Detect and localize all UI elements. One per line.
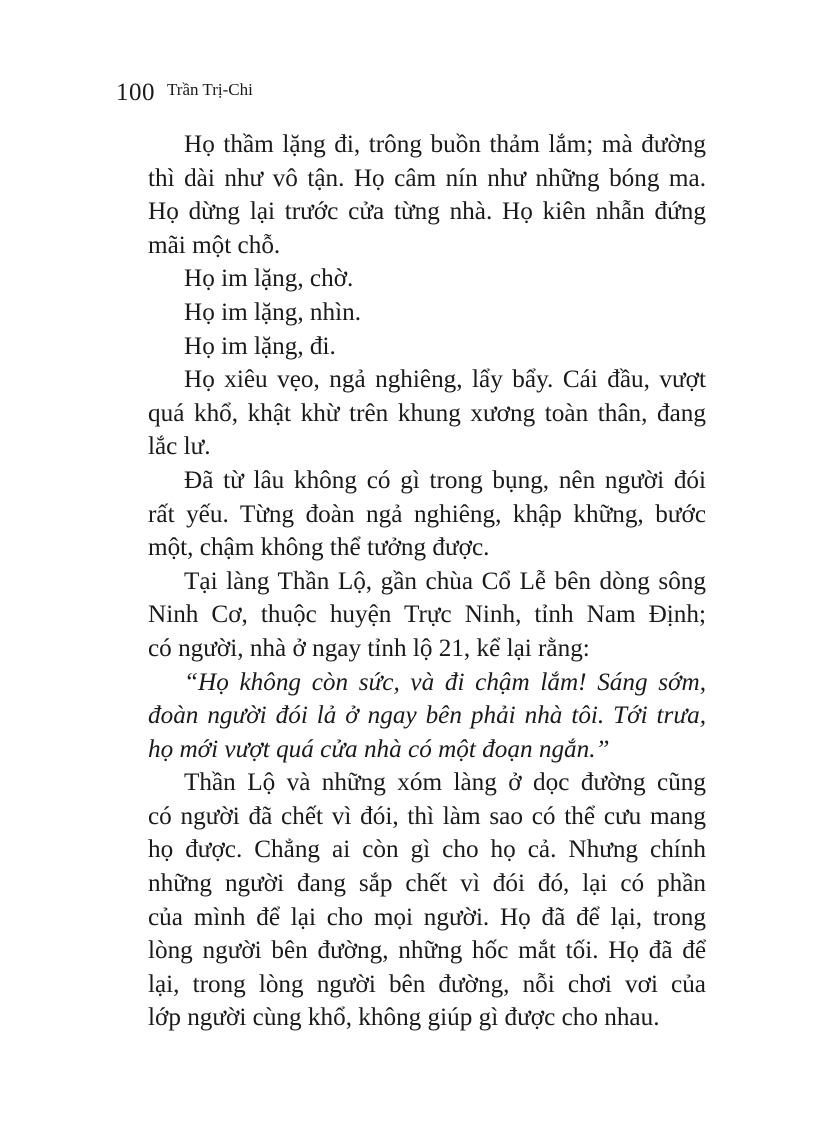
text-line: Tại làng Thần Lộ, gần chùa Cổ Lễ bên dòng sông	[184, 567, 706, 595]
text-line: một, chậm không thể tưởng được.	[148, 534, 490, 562]
text-line: lại, trong lòng người bên đường, nỗi chơi vơi của	[148, 970, 706, 998]
text-line: Họ im lặng, chờ.	[184, 265, 354, 293]
text-line: Họ thầm lặng đi, trông buồn thảm lắm; mà đường	[184, 131, 706, 158]
text-line: của mình để lại cho mọi người. Họ đã để lại, trong	[148, 903, 706, 931]
paragraph	[112, 128, 706, 262]
text-line: “Họ không còn sức, và đi chậm lắm! Sáng sớm,	[184, 668, 706, 696]
text-line: Họ im lặng, đi.	[184, 332, 336, 360]
text-line: họ được. Chẳng ai còn gì cho họ cả. Nhưng chính	[148, 836, 706, 864]
running-header	[116, 80, 253, 105]
paragraph	[112, 262, 706, 296]
text-line: Đã từ lâu không có gì trong bụng, nên người đói	[184, 466, 706, 494]
text-line: lớp người cùng khổ, không giúp gì được cho nhau.	[148, 1004, 660, 1032]
paragraph	[112, 330, 706, 364]
text-line: Họ dừng lại trước cửa từng nhà. Họ kiên nhẫn đứng	[148, 198, 706, 226]
text-line: quá khổ, khật khừ trên khung xương toàn thân, đang	[148, 399, 706, 427]
text-line: rất yếu. Từng đoàn ngả nghiêng, khập khững, bước	[148, 500, 706, 528]
text-line: có người, nhà ở ngay tỉnh lộ 21, kể lại rằng:	[148, 634, 590, 662]
text-line: lòng người bên đường, những hốc mắt tối. Họ đã để	[148, 937, 706, 965]
paragraph	[112, 565, 706, 666]
text-line: lắc lư.	[148, 433, 211, 461]
paragraph	[112, 296, 706, 330]
page-number: 100	[116, 79, 155, 106]
text-line: những người đang sắp chết vì đói đó, lại có phần	[148, 870, 706, 898]
body-text	[112, 128, 706, 1035]
paragraph	[112, 766, 706, 1035]
running-title: Trần Trị-Chi	[167, 80, 253, 99]
text-line: mãi một chỗ.	[148, 231, 281, 259]
paragraph	[112, 464, 706, 565]
text-line: đoàn người đói lả ở ngay bên phải nhà tôi. Tới trưa,	[148, 702, 706, 730]
text-line: Họ xiêu vẹo, ngả nghiêng, lẩy bẩy. Cái đầu, vượt	[184, 366, 706, 394]
text-line: Thần Lộ và những xóm làng ở dọc đường cũng	[184, 769, 706, 797]
text-line: Ninh Cơ, thuộc huyện Trực Ninh, tỉnh Nam Định;	[148, 601, 706, 629]
text-line: họ mới vượt quá cửa nhà có một đoạn ngắn.”	[148, 735, 610, 763]
quote-paragraph	[112, 666, 706, 767]
text-line: thì dài như vô tận. Họ câm nín như những bóng ma.	[148, 164, 706, 192]
text-line: Họ im lặng, nhìn.	[184, 298, 362, 326]
text-line: có người đã chết vì đói, thì làm sao có thể cưu mang	[148, 802, 706, 830]
paragraph	[112, 363, 706, 464]
